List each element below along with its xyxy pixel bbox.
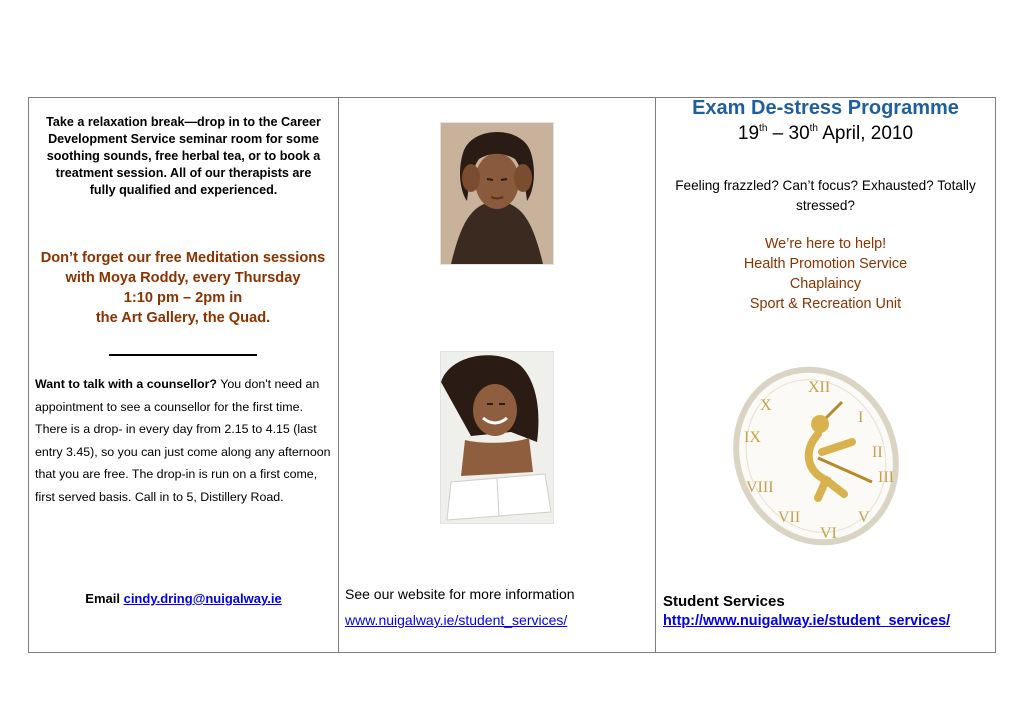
meditation-time: 1:10 pm – 2pm in — [123, 290, 243, 306]
counsellor-body: You don't need an appointment to see a counsellor for the first time. There is a drop- in every day from 2.15 to 4.15 (last entry 3.45), so you can just come along any afternoon that you are free. The drop-in is run on a first come, first served basis. Call in to 5, Distillery Road. — [35, 377, 331, 504]
stressed-woman-photo — [440, 122, 554, 265]
svg-text:I: I — [858, 409, 864, 426]
left-column — [29, 97, 338, 653]
counsellor-heading: Want to talk with a counsellor? — [35, 377, 217, 391]
svg-text:VII: VII — [778, 509, 801, 526]
right-column — [656, 97, 995, 653]
email-link[interactable]: cindy.dring@nuigalway.ie — [123, 591, 282, 606]
svg-text:X: X — [760, 397, 772, 414]
date-start: 19 — [737, 123, 760, 144]
middle-column — [339, 97, 655, 653]
help-service-health: Health Promotion Service — [743, 256, 908, 272]
meditation-location: the Art Gallery, the Quad. — [95, 310, 271, 326]
programme-title: Exam De-stress Programme — [692, 97, 959, 119]
svg-text:II: II — [872, 444, 883, 461]
email-label: Email — [85, 591, 124, 606]
website-text: See our website for more information — [345, 586, 575, 602]
student-services-heading: Student Services — [663, 593, 785, 610]
svg-text:III: III — [878, 469, 894, 486]
svg-text:IX: IX — [744, 429, 761, 446]
meditation-line1: Don’t forget our free Meditation sessions with Moya Roddy, every Thursday — [40, 250, 326, 286]
date-start-suffix: th — [759, 123, 768, 134]
help-service-chaplaincy: Chaplaincy — [789, 276, 862, 292]
section-divider — [109, 354, 257, 356]
date-end: – 30 — [767, 123, 810, 144]
help-service-sport: Sport & Recreation Unit — [749, 296, 902, 312]
counsellor-paragraph — [35, 373, 331, 508]
programme-dates — [656, 123, 995, 145]
clock-illustration — [722, 362, 910, 550]
svg-text:XII: XII — [808, 379, 831, 396]
date-month-year: April, 2010 — [818, 123, 914, 144]
help-services-list — [656, 234, 995, 314]
smiling-woman-reading-photo — [440, 351, 554, 524]
svg-text:VIII: VIII — [746, 479, 774, 496]
student-services-link[interactable]: http://www.nuigalway.ie/student_services/ — [663, 613, 951, 629]
help-line: We’re here to help! — [764, 236, 887, 252]
svg-text:V: V — [858, 509, 870, 526]
meditation-notice — [37, 248, 329, 328]
svg-text:VI: VI — [820, 525, 837, 542]
relaxation-intro: Take a relaxation break—drop in to the Career Development Service seminar room for some soothing sounds, free herbal tea, or to book a treatment session. All of our therapists are fully qualified and experienced. — [46, 115, 321, 197]
website-link[interactable]: www.nuigalway.ie/student_services/ — [345, 612, 568, 628]
email-line — [29, 591, 338, 606]
date-end-suffix: th — [809, 123, 818, 134]
frazzled-question: Feeling frazzled? Can’t focus? Exhausted? Totally stressed? — [675, 178, 976, 213]
